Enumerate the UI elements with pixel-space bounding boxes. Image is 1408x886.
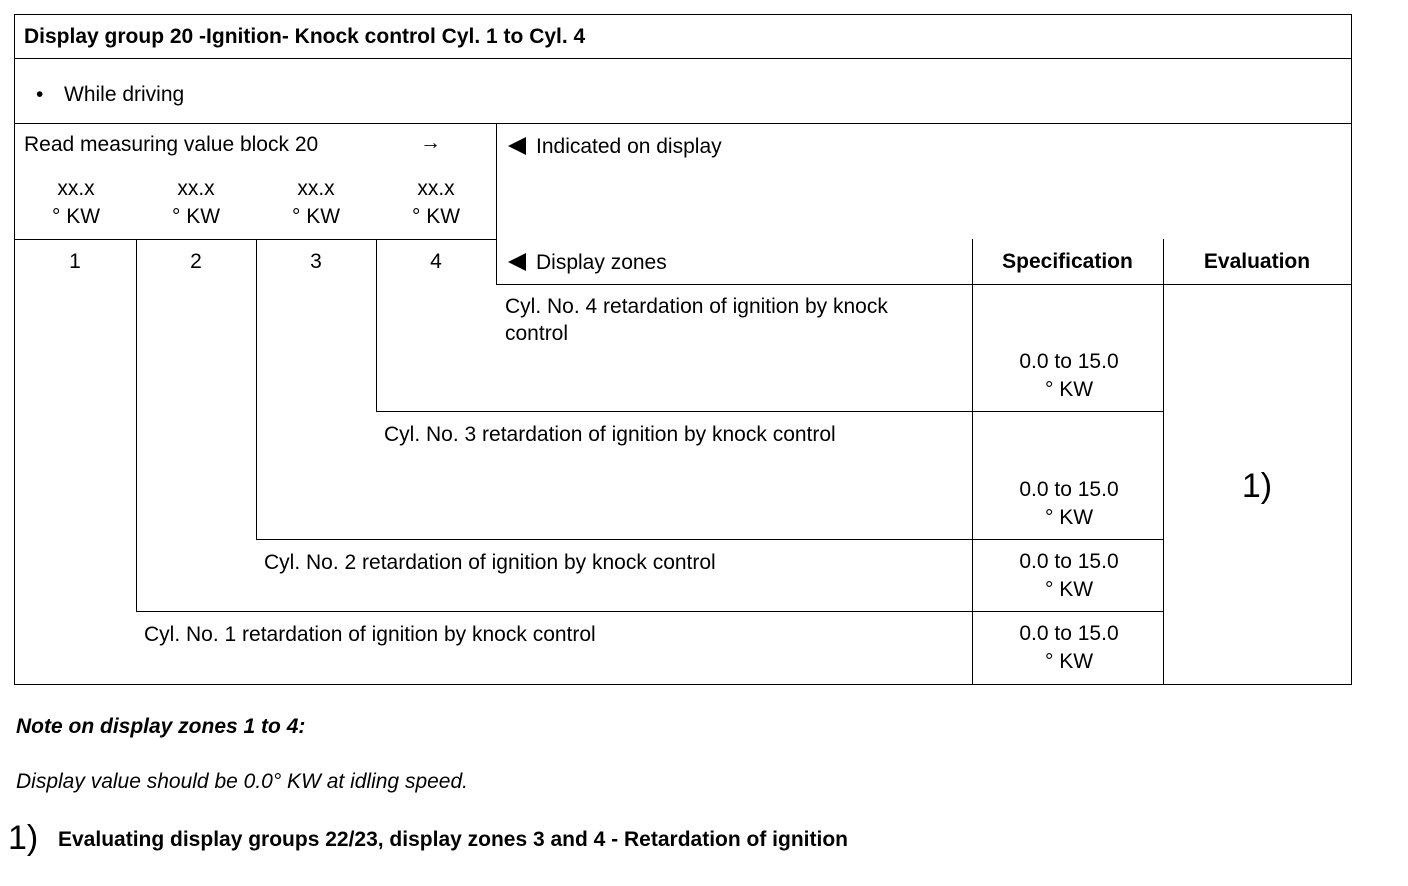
note-heading: Note on display zones 1 to 4:: [16, 715, 306, 738]
display-zones-label: Display zones: [536, 251, 667, 274]
condition-text: While driving: [64, 83, 185, 106]
read-block-arrow: →: [420, 131, 441, 154]
readout-1-value: xx.x: [57, 177, 95, 200]
footnote-text: Evaluating display groups 22/23, display zones 3 and 4 - Retardation of ignition: [58, 828, 848, 851]
evaluation-reference: 1): [1241, 467, 1273, 505]
indicated-on-display: [508, 134, 722, 159]
row-cyl2-spec-value: 0.0 to 15.0: [1019, 550, 1119, 573]
row-cyl3-spec-unit: ° KW: [1044, 506, 1094, 529]
readout-2-value: xx.x: [177, 177, 215, 200]
note-idle-text: Display value should be 0.0° KW at idling speed.: [16, 770, 468, 793]
zone-number-1: 1: [69, 250, 81, 273]
evaluation-header: Evaluation: [1203, 250, 1311, 273]
row-cyl1-spec: [975, 620, 1163, 676]
table-title: Display group 20 -Ignition- Knock control Cyl. 1 to Cyl. 4: [24, 25, 586, 48]
row-cyl4-description-cont: control: [505, 322, 569, 345]
readout-3-unit: ° KW: [291, 205, 341, 228]
row-cyl4-spec-unit: ° KW: [1044, 378, 1094, 401]
condition-bullet: •: [36, 83, 44, 106]
specification-header: Specification: [1002, 250, 1133, 273]
footnote-marker: 1): [8, 819, 39, 857]
row-cyl2-spec: [975, 548, 1163, 604]
read-block-label: Read measuring value block 20: [24, 133, 319, 156]
zone-number-4: 4: [430, 250, 442, 273]
row-cyl1-description: Cyl. No. 1 retardation of ignition by knock control: [144, 623, 596, 646]
zone-number-2: 2: [190, 250, 202, 273]
readout-2-unit: ° KW: [171, 205, 221, 228]
row-cyl3-description: Cyl. No. 3 retardation of ignition by knock control: [384, 423, 836, 446]
indicated-label: Indicated on display: [536, 135, 722, 158]
row-cyl2-spec-unit: ° KW: [1044, 578, 1094, 601]
row-cyl4-spec-value: 0.0 to 15.0: [1019, 350, 1119, 373]
readout-3-value: xx.x: [297, 177, 335, 200]
row-cyl1-spec-unit: ° KW: [1044, 650, 1094, 673]
readout-4-value: xx.x: [417, 177, 455, 200]
row-cyl4-spec: [975, 348, 1163, 404]
display-zones-header: [508, 250, 667, 275]
row-cyl3-spec: [975, 476, 1163, 532]
triangle-left-icon: [508, 253, 526, 271]
readout-1-unit: ° KW: [51, 205, 101, 228]
readout-4-unit: ° KW: [411, 205, 461, 228]
triangle-left-icon: [508, 137, 526, 155]
row-cyl2-description: Cyl. No. 2 retardation of ignition by knock control: [264, 551, 716, 574]
row-cyl1-spec-value: 0.0 to 15.0: [1019, 622, 1119, 645]
row-cyl4-description: Cyl. No. 4 retardation of ignition by knock: [505, 295, 888, 318]
row-cyl3-spec-value: 0.0 to 15.0: [1019, 478, 1119, 501]
zone-number-3: 3: [310, 250, 322, 273]
